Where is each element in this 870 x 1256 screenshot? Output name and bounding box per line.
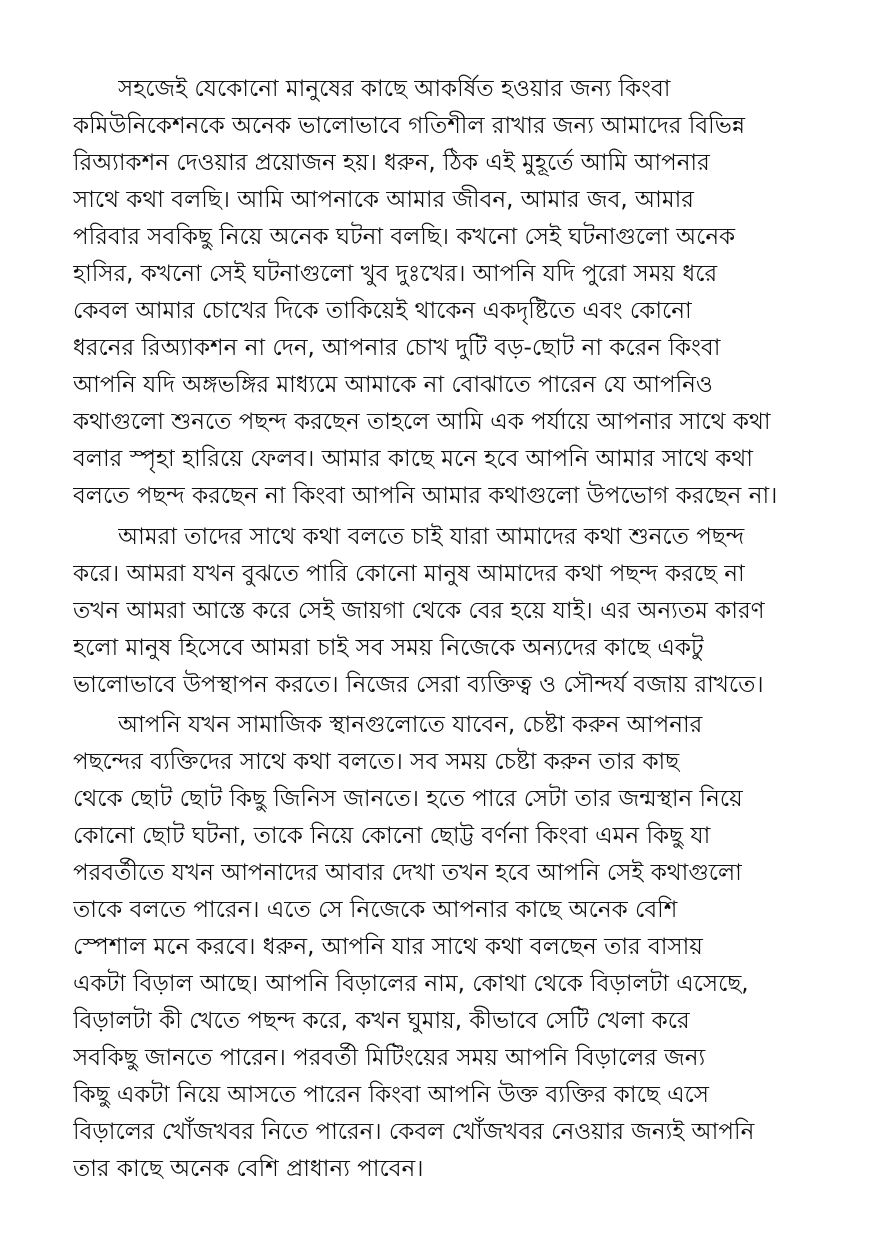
- paragraph-1-line-5: পরিবার সবকিছু নিয়ে অনেক ঘটনা বলছি। কখনো সেই ঘটনাগুলো অনেক: [73, 224, 736, 250]
- paragraph-3-line-3: থেকে ছোট ছোট কিছু জিনিস জানতে। হতে পারে সেটা তার জন্মস্থান নিয়ে: [73, 786, 743, 812]
- paragraph-3-line-9: বিড়ালটা কী খেতে পছন্দ করে, কখন ঘুমায়, কীভাবে সেটি খেলা করে: [73, 1008, 690, 1034]
- paragraph-1-line-11: বলার স্পৃহা হারিয়ে ফেলব। আমার কাছে মনে হবে আপনি আমার সাথে কথা: [73, 446, 753, 472]
- paragraph-1-line-8: ধরনের রিঅ্যাকশন না দেন, আপনার চোখ দুটি বড়-ছোট না করেন কিংবা: [73, 335, 721, 361]
- paragraph-3-line-4: কোনো ছোট ঘটনা, তাকে নিয়ে কোনো ছোট্ট বর্ণনা কিংবা এমন কিছু যা: [73, 823, 711, 849]
- paragraph-3-line-2: পছন্দের ব্যক্তিদের সাথে কথা বলতে। সব সময় চেষ্টা করুন তার কাছ: [73, 749, 680, 775]
- paragraph-1-line-12: বলতে পছন্দ করছেন না কিংবা আপনি আমার কথাগুলো উপভোগ করছেন না।: [73, 483, 778, 509]
- paragraph-3-line-6: তাকে বলতে পারেন। এতে সে নিজেকে আপনার কাছে অনেক বেশি: [73, 897, 678, 923]
- paragraph-3-line-12: বিড়ালের খোঁজখবর নিতে পারেন। কেবল খোঁজখবর নেওয়ার জন্যই আপনি: [73, 1119, 755, 1145]
- paragraph-2-line-1: আমরা তাদের সাথে কথা বলতে চাই যারা আমাদের কথা শুনতে পছন্দ: [118, 524, 745, 550]
- paragraph-3-line-10: সবকিছু জানতে পারেন। পরবর্তী মিটিংয়ের সময় আপনি বিড়ালের জন্য: [73, 1045, 706, 1071]
- paragraph-2-line-5: ভালোভাবে উপস্থাপন করতে। নিজের সেরা ব্যক্তিত্ব ও সৌন্দর্য বজায় রাখতে।: [73, 672, 764, 698]
- paragraph-1-line-2: কমিউনিকেশনকে অনেক ভালোভাবে গতিশীল রাখার জন্য আমাদের বিভিন্ন: [73, 113, 745, 139]
- paragraph-1-line-10: কথাগুলো শুনতে পছন্দ করছেন তাহলে আমি এক পর্যায়ে আপনার সাথে কথা: [73, 409, 771, 435]
- paragraph-2-line-2: করে। আমরা যখন বুঝতে পারি কোনো মানুষ আমাদের কথা পছন্দ করছে না: [73, 561, 745, 587]
- paragraph-3-line-5: পরবর্তীতে যখন আপনাদের আবার দেখা তখন হবে আপনি সেই কথাগুলো: [73, 860, 742, 886]
- paragraph-1-line-9: আপনি যদি অঙ্গভঙ্গির মাধ্যমে আমাকে না বোঝাতে পারেন যে আপনিও: [73, 372, 713, 398]
- paragraph-2-line-3: তখন আমরা আস্তে করে সেই জায়গা থেকে বের হয়ে যাই। এর অন্যতম কারণ: [73, 598, 765, 624]
- paragraph-1-line-6: হাসির, কখনো সেই ঘটনাগুলো খুব দুঃখের। আপনি যদি পুরো সময় ধরে: [73, 261, 718, 287]
- paragraph-3-line-7: স্পেশাল মনে করবে। ধরুন, আপনি যার সাথে কথা বলছেন তার বাসায়: [73, 934, 703, 960]
- paragraph-1-line-1: সহজেই যেকোনো মানুষের কাছে আকর্ষিত হওয়ার জন্য কিংবা: [118, 76, 671, 102]
- paragraph-3-line-8: একটা বিড়াল আছে। আপনি বিড়ালের নাম, কোথা থেকে বিড়ালটা এসেছে,: [73, 971, 749, 997]
- paragraph-1-line-4: সাথে কথা বলছি। আমি আপনাকে আমার জীবন, আমার জব, আমার: [73, 187, 694, 213]
- paragraph-2-line-4: হলো মানুষ হিসেবে আমরা চাই সব সময় নিজেকে অন্যদের কাছে একটু: [73, 635, 704, 661]
- paragraph-3-line-11: কিছু একটা নিয়ে আসতে পারেন কিংবা আপনি উক্ত ব্যক্তির কাছে এসে: [73, 1082, 709, 1108]
- paragraph-3-line-13: তার কাছে অনেক বেশি প্রাধান্য পাবেন।: [73, 1156, 424, 1182]
- paragraph-1-line-7: কেবল আমার চোখের দিকে তাকিয়েই থাকেন একদৃষ্টিতে এবং কোনো: [73, 298, 692, 324]
- paragraph-3-line-1: আপনি যখন সামাজিক স্থানগুলোতে যাবেন, চেষ্টা করুন আপনার: [118, 712, 703, 738]
- paragraph-1-line-3: রিঅ্যাকশন দেওয়ার প্রয়োজন হয়। ধরুন, ঠিক এই মুহূর্তে আমি আপনার: [73, 150, 710, 176]
